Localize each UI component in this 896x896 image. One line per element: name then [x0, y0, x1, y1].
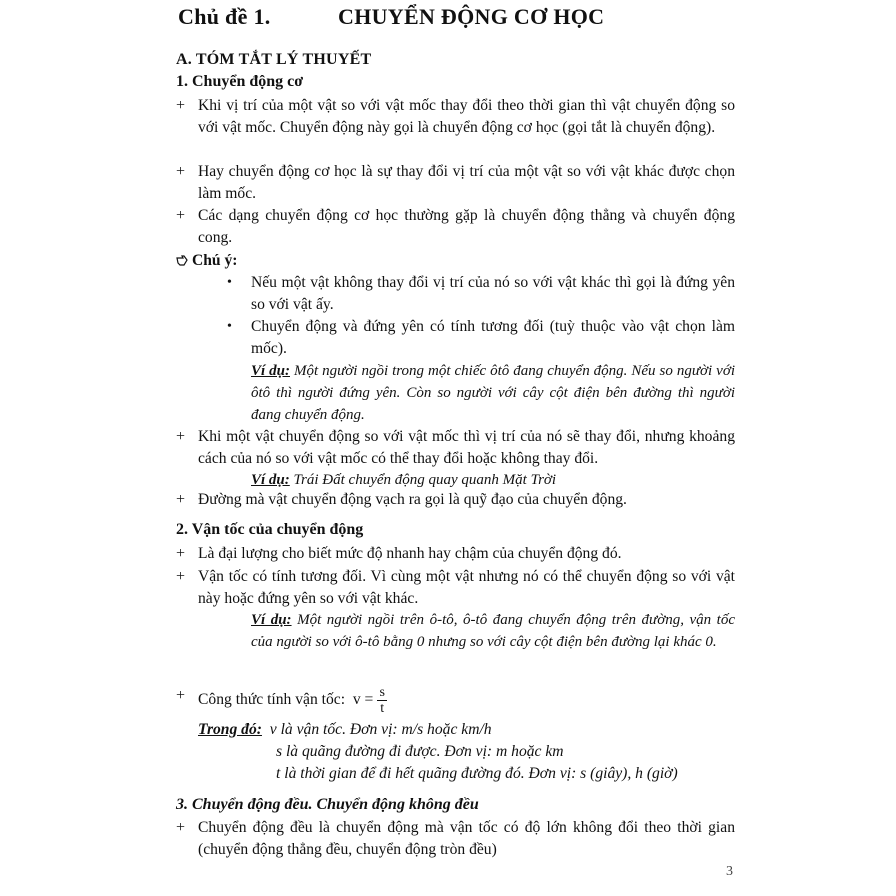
paragraph-4: Khi một vật chuyển động so với vật mốc thì vị trí của nó sẽ thay đổi, nhưng khoảng cách của nó so với vật mốc có thể thay đổi hoặc không thay đổi. [198, 428, 735, 467]
paragraph-6: Là đại lượng cho biết mức độ nhanh hay chậm của chuyển động đó. [198, 545, 622, 562]
plus-bullet: + [176, 819, 186, 836]
example-1 [251, 360, 735, 426]
plus-bullet: + [176, 687, 186, 704]
note-item-1: Nếu một vật không thay đổi vị trí của nó so với vật khác thì gọi là đứng yên so với vật ấy. [251, 274, 735, 313]
chapter-name: CHUYỂN ĐỘNG CƠ HỌC [338, 4, 605, 29]
example-1-text: Một người ngồi trong một chiếc ôtô đang chuyển động. Nếu so người với ôtô thì người đứng yên. Còn so người với cây cột điện bên đường thì người đang chuyển động. [251, 363, 736, 423]
where-s: s là quãng đường đi được. Đơn vị: m hoặc km [276, 743, 564, 760]
plus-bullet: + [176, 545, 186, 562]
chapter-number: Chủ đề 1. [178, 4, 271, 29]
section-a-heading: A. TÓM TẮT LÝ THUYẾT [176, 51, 372, 68]
plus-bullet: + [176, 97, 186, 114]
plus-bullet: + [176, 568, 186, 585]
paragraph-3: Các dạng chuyển động cơ học thường gặp là chuyển động thẳng và chuyển động cong. [198, 207, 735, 246]
example-label: Ví dụ: [251, 363, 290, 379]
plus-bullet: + [176, 207, 186, 224]
example-label: Ví dụ: [251, 612, 292, 628]
note-item-2: Chuyển động và đứng yên có tính tương đối (tuỳ thuộc vào vật chọn làm mốc). [251, 318, 735, 357]
formula-numerator: s [379, 685, 385, 700]
example-label: Ví dụ: [251, 472, 290, 488]
where-v: v là vận tốc. Đơn vị: m/s hoặc km/h [269, 721, 492, 738]
paragraph-2: Hay chuyển động cơ học là sự thay đổi vị trí của một vật so với vật khác được chọn làm mốc. [198, 163, 735, 202]
example-3 [251, 609, 735, 653]
note-label: Chú ý: [192, 252, 238, 269]
formula-fraction [377, 685, 387, 716]
plus-bullet: + [176, 491, 186, 508]
example-2 [251, 469, 556, 491]
subsection-1-heading: 1. Chuyển động cơ [176, 73, 304, 90]
dot-bullet: • [227, 319, 232, 334]
subsection-2-heading: 2. Vận tốc của chuyển động [176, 521, 364, 538]
paragraph-8: Chuyển động đều là chuyển động mà vận tốc có độ lớn không đổi theo thời gian (chuyển động thẳng đều, chuyển động tròn đều) [198, 819, 735, 858]
formula-label: Công thức tính vận tốc: [198, 691, 346, 709]
where-line-1 [198, 719, 492, 741]
example-3-text: Một người ngồi trên ô-tô, ô-tô đang chuyển động trên đường, vận tốc của người so với ô-tô bằng 0 nhưng so với cây cột điện bên đường lại khác 0. [251, 612, 735, 650]
example-2-text: Trái Đất chuyển động quay quanh Mặt Trời [293, 472, 557, 488]
pointing-hand-icon [176, 253, 190, 267]
paragraph-7: Vận tốc có tính tương đối. Vì cùng một vật nhưng nó có thể chuyển động so với vật này hoặc đứng yên so với vật khác. [198, 568, 735, 607]
dot-bullet: • [227, 275, 232, 290]
paragraph-1: Khi vị trí của một vật so với vật mốc thay đổi theo thời gian thì vật chuyển động so với vật mốc. Chuyển động này gọi là chuyển động cơ học (gọi tắt là chuyển động). [198, 97, 735, 136]
page-number: 3 [726, 864, 733, 879]
formula-denominator: t [380, 701, 385, 716]
paragraph-5: Đường mà vật chuyển động vạch ra gọi là quỹ đạo của chuyển động. [198, 491, 627, 508]
plus-bullet: + [176, 163, 186, 180]
note-heading [176, 250, 238, 272]
formula-line [198, 685, 387, 716]
where-t: t là thời gian để đi hết quãng đường đó. Đơn vị: s (giây), h (giờ) [276, 765, 678, 782]
plus-bullet: + [176, 428, 186, 445]
formula-lhs: v = [352, 691, 374, 709]
subsection-3-heading: 3. Chuyển động đều. Chuyển động không đều [176, 796, 479, 813]
where-label: Trong đó: [198, 721, 262, 738]
chapter-title [178, 4, 604, 30]
